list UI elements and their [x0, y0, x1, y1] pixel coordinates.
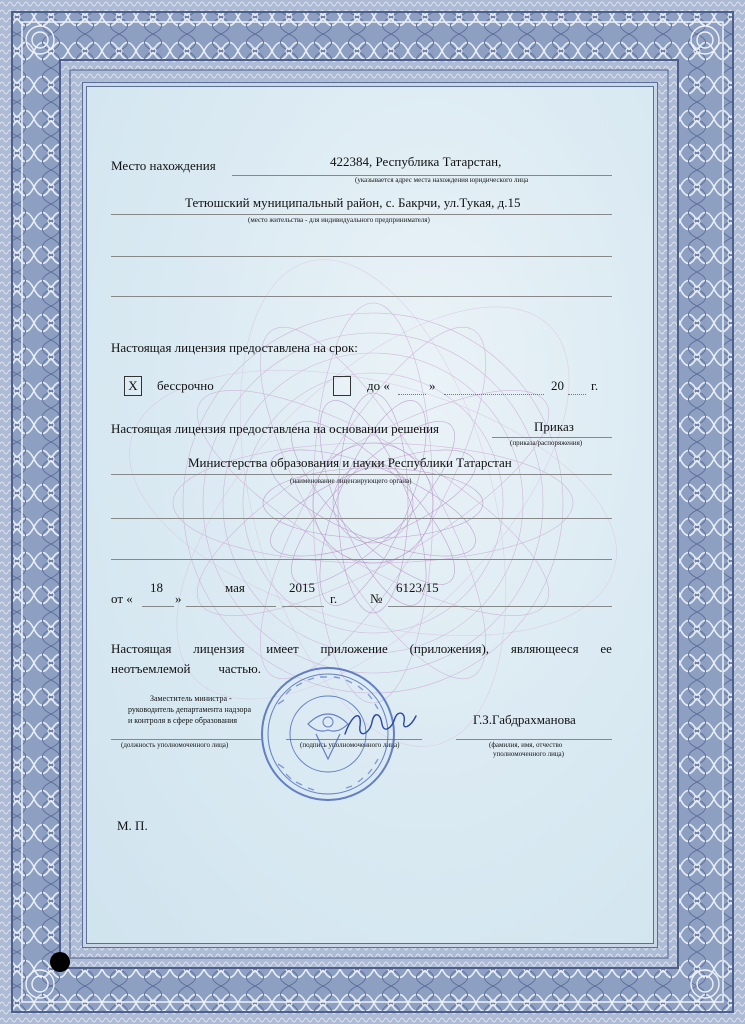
order-year-suffix: г.	[330, 591, 338, 606]
document-field	[82, 82, 658, 948]
appendix-word: приложение	[320, 641, 388, 656]
order-number-underline	[388, 606, 612, 607]
appendix-word: неотъемлемой	[111, 661, 191, 676]
blank-line-2	[111, 296, 612, 297]
basis-doc-underline	[492, 437, 612, 438]
until-year-suffix: г.	[591, 378, 599, 393]
authority-name: Министерства образования и науки Республики Татарстан	[188, 455, 512, 470]
appendix-line-1	[111, 641, 612, 657]
location-caption-2: (место жительства - для индивидуального предпринимателя)	[248, 216, 430, 224]
appendix-word: частью.	[218, 661, 261, 676]
appendix-word: (приложения),	[409, 641, 490, 656]
position-underline	[111, 739, 261, 740]
location-line-2: Тетюшский муниципальный район, с. Бакрчи, ул.Тукая, д.15	[185, 195, 521, 210]
basis-heading: Настоящая лицензия предоставлена на основании решения	[111, 421, 440, 436]
authority-caption: (наименование лицензирующего органа)	[290, 477, 412, 485]
until-day-blank	[398, 394, 426, 395]
blank-line-3	[111, 518, 612, 519]
order-from-label: от «	[111, 591, 133, 606]
location-label: Место нахождения	[111, 158, 216, 173]
stamp-place-label: М. П.	[117, 818, 148, 833]
blank-line-4	[111, 559, 612, 560]
appendix-word: ее	[600, 641, 612, 656]
location-underline-2	[111, 214, 612, 215]
until-label: до «	[367, 378, 390, 393]
appendix-word: имеет	[266, 641, 299, 656]
until-year-prefix: 20	[551, 378, 564, 393]
location-line-1: 422384, Республика Татарстан,	[330, 154, 502, 169]
order-year-underline	[282, 606, 324, 607]
rosette-watermark	[83, 83, 657, 947]
name-underline	[456, 739, 612, 740]
term-heading: Настоящая лицензия предоставлена на срок:	[111, 340, 358, 355]
perpetual-checkbox: X	[124, 376, 142, 396]
order-close-quote: »	[175, 591, 182, 606]
appendix-line-2	[111, 661, 261, 677]
name-caption-2: уполномоченного лица)	[493, 750, 564, 758]
position-line-3: и контроля в сфере образования	[128, 716, 238, 725]
position-line-1: Заместитель министра -	[150, 694, 232, 703]
position-line-2: руководитель департамента надзора	[128, 705, 252, 714]
handwritten-signature-icon	[340, 704, 420, 744]
blank-line-1	[111, 256, 612, 257]
appendix-word: Настоящая	[111, 641, 172, 656]
order-month-underline	[186, 606, 276, 607]
order-number-sign: №	[370, 591, 383, 606]
basis-doc-caption: (приказа/распоряжения)	[510, 439, 583, 447]
name-caption-1: (фамилия, имя, отчество	[489, 741, 563, 749]
location-caption-1: (указывается адрес места нахождения юридического лица	[355, 176, 529, 184]
signature-caption: (подпись уполномоченного лица)	[300, 741, 400, 749]
authority-underline	[111, 474, 612, 475]
appendix-word: являющееся	[510, 641, 579, 656]
until-checkbox	[333, 376, 351, 396]
order-year: 2015	[289, 580, 315, 595]
order-day-underline	[142, 606, 174, 607]
appendix-word: лицензия	[193, 641, 245, 656]
order-month: мая	[225, 580, 245, 595]
perpetual-label: бессрочно	[157, 378, 214, 393]
until-month-blank	[444, 394, 544, 395]
signer-name: Г.З.Габдрахманова	[473, 712, 576, 727]
basis-doc-type: Приказ	[534, 419, 574, 434]
punch-hole	[50, 952, 70, 972]
position-caption: (должность уполномоченного лица)	[121, 741, 229, 749]
until-close-quote: »	[429, 378, 436, 393]
until-year-blank	[568, 394, 586, 395]
order-number: 6123/15	[396, 580, 439, 595]
order-day: 18	[150, 580, 163, 595]
